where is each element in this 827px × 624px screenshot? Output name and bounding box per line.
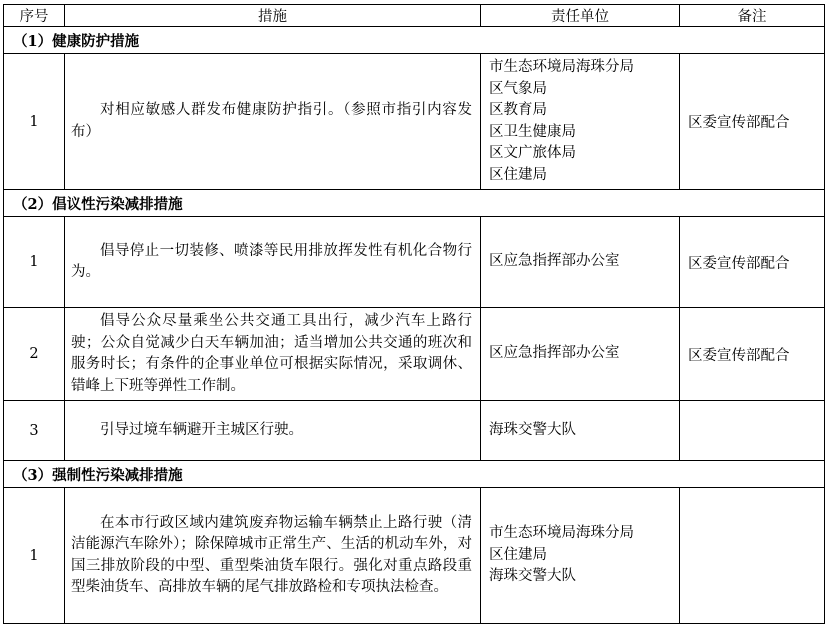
row-num: 2 xyxy=(4,308,65,401)
row-units xyxy=(481,217,680,308)
row-measure xyxy=(65,488,481,624)
measure-text: 对相应敏感人群发布健康防护指引。（参照市指引内容发布） xyxy=(71,102,472,140)
row-units xyxy=(481,488,680,624)
unit-item: 区应急指挥部办公室 xyxy=(489,345,620,362)
section-title: （3）强制性污染减排措施 xyxy=(4,461,825,488)
table-row xyxy=(4,217,825,308)
row-measure xyxy=(65,308,481,401)
unit-item: 市生态环境局海珠分局 xyxy=(489,59,634,75)
unit-item: 市生态环境局海珠分局 xyxy=(489,525,634,542)
table-row xyxy=(4,401,825,461)
measure-text: 倡导停止一切装修、喷漆等民用排放挥发性有机化合物行为。 xyxy=(71,242,472,280)
row-measure xyxy=(65,54,481,190)
row-units xyxy=(481,308,680,401)
unit-item: 区教育局 xyxy=(489,102,547,118)
row-measure xyxy=(65,401,481,461)
row-note: 区委宣传部配合 xyxy=(680,308,825,401)
section-row xyxy=(4,461,825,488)
row-units xyxy=(481,401,680,461)
row-note xyxy=(680,488,825,624)
row-note xyxy=(680,401,825,461)
unit-item: 区气象局 xyxy=(489,80,547,97)
unit-item: 海珠交警大队 xyxy=(489,421,576,438)
unit-item: 海珠交警大队 xyxy=(489,568,576,585)
header-num: 序号 xyxy=(4,5,65,27)
unit-item: 区住建局 xyxy=(489,166,547,183)
row-note: 区委宣传部配合 xyxy=(680,217,825,308)
measures-table xyxy=(3,4,825,624)
row-num: 1 xyxy=(4,488,65,624)
unit-item: 区应急指挥部办公室 xyxy=(489,253,620,270)
row-num: 3 xyxy=(4,401,65,461)
header-note: 备注 xyxy=(680,5,825,27)
section-title: （1）健康防护措施 xyxy=(4,27,825,54)
section-row xyxy=(4,190,825,217)
header-measure: 措施 xyxy=(65,5,481,27)
row-num: 1 xyxy=(4,54,65,190)
unit-item: 区文广旅体局 xyxy=(489,145,576,161)
row-note: 区委宣传部配合 xyxy=(680,54,825,190)
unit-item: 区住建局 xyxy=(489,546,547,563)
table-row xyxy=(4,54,825,190)
measure-text: 在本市行政区域内建筑废弃物运输车辆禁止上路行驶（清洁能源汽车除外）；除保障城市正常生产、生活的机动车外，对国三排放阶段的中型、重型柴油货车限行。强化对重点路段重型柴油货车、高排放车辆的尾气排放路检和专项执法检查。 xyxy=(71,514,472,595)
header-row xyxy=(4,5,825,27)
table-row xyxy=(4,308,825,401)
row-units xyxy=(481,54,680,190)
header-unit: 责任单位 xyxy=(481,5,680,27)
unit-item: 区卫生健康局 xyxy=(489,123,576,140)
section-row xyxy=(4,27,825,54)
table-row xyxy=(4,488,825,624)
measure-text: 引导过境车辆避开主城区行驶。 xyxy=(100,421,303,438)
measure-text: 倡导公众尽量乘坐公共交通工具出行，减少汽车上路行驶；公众自觉减少白天车辆加油；适当增加公共交通的班次和服务时长；有条件的企事业单位可根据实际情况，采取调休、错峰上下班等弹性工作制。 xyxy=(71,313,472,394)
row-measure xyxy=(65,217,481,308)
row-num: 1 xyxy=(4,217,65,308)
section-title: （2）倡议性污染减排措施 xyxy=(4,190,825,217)
